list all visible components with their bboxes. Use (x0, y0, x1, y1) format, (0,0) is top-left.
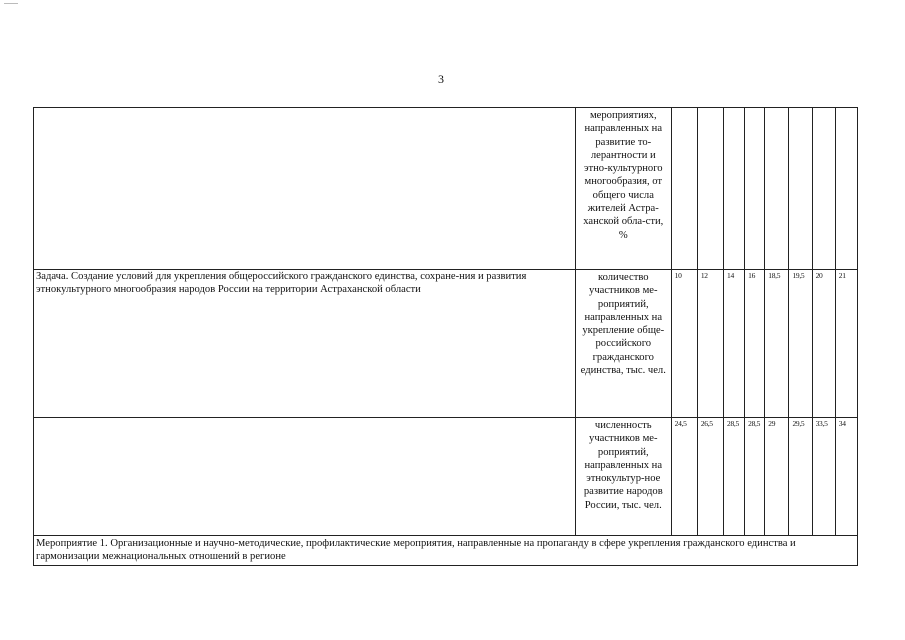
task-cell (34, 108, 576, 270)
value-cell: 12 (697, 270, 723, 418)
value-cell: 28,5 (724, 418, 745, 536)
program-indicators-table (33, 107, 858, 566)
value-cell: 16 (745, 270, 765, 418)
task-cell (34, 418, 576, 536)
value-cell: 14 (724, 270, 745, 418)
value-cell: 21 (835, 270, 857, 418)
indicator-cell: численность участников ме-роприятий, направленных на этнокультур-ное развитие народов России, тыс. чел. (575, 418, 671, 536)
value-cell (671, 108, 697, 270)
value-cell: 28,5 (745, 418, 765, 536)
indicator-cell: количество участников ме-роприятий, направленных на укрепление обще-российского гражданского единства, тыс. чел. (575, 270, 671, 418)
table-row (34, 108, 858, 270)
value-cell (812, 108, 835, 270)
value-cell: 33,5 (812, 418, 835, 536)
value-cell: 29 (765, 418, 789, 536)
value-cell (745, 108, 765, 270)
page-number: 3 (438, 72, 444, 86)
value-cell (724, 108, 745, 270)
value-cell: 26,5 (697, 418, 723, 536)
value-cell: 29,5 (789, 418, 812, 536)
value-cell (835, 108, 857, 270)
table-row (34, 418, 858, 536)
value-cell: 20 (812, 270, 835, 418)
value-cell: 19,5 (789, 270, 812, 418)
value-cell: 10 (671, 270, 697, 418)
value-cell (697, 108, 723, 270)
event-cell: Мероприятие 1. Организационные и научно-методические, профилактические мероприятия, направленные на пропаганду в сфере укрепления гражданского единства и гармонизации межнациональных отношений в регионе (34, 536, 858, 566)
task-cell: Задача. Создание условий для укрепления общероссийского гражданского единства, сохране-ния и развития этнокультурного многообразия народов России на территории Астраханской области (34, 270, 576, 418)
indicator-cell: мероприятиях, направленных на развитие то-лерантности и этно-культурного многообразия, от общего числа жителей Астра-ханской обла-сти, % (575, 108, 671, 270)
value-cell: 34 (835, 418, 857, 536)
table-row (34, 536, 858, 566)
scan-artifact (4, 3, 18, 4)
value-cell (789, 108, 812, 270)
value-cell (765, 108, 789, 270)
value-cell: 24,5 (671, 418, 697, 536)
table-row (34, 270, 858, 418)
value-cell: 18,5 (765, 270, 789, 418)
